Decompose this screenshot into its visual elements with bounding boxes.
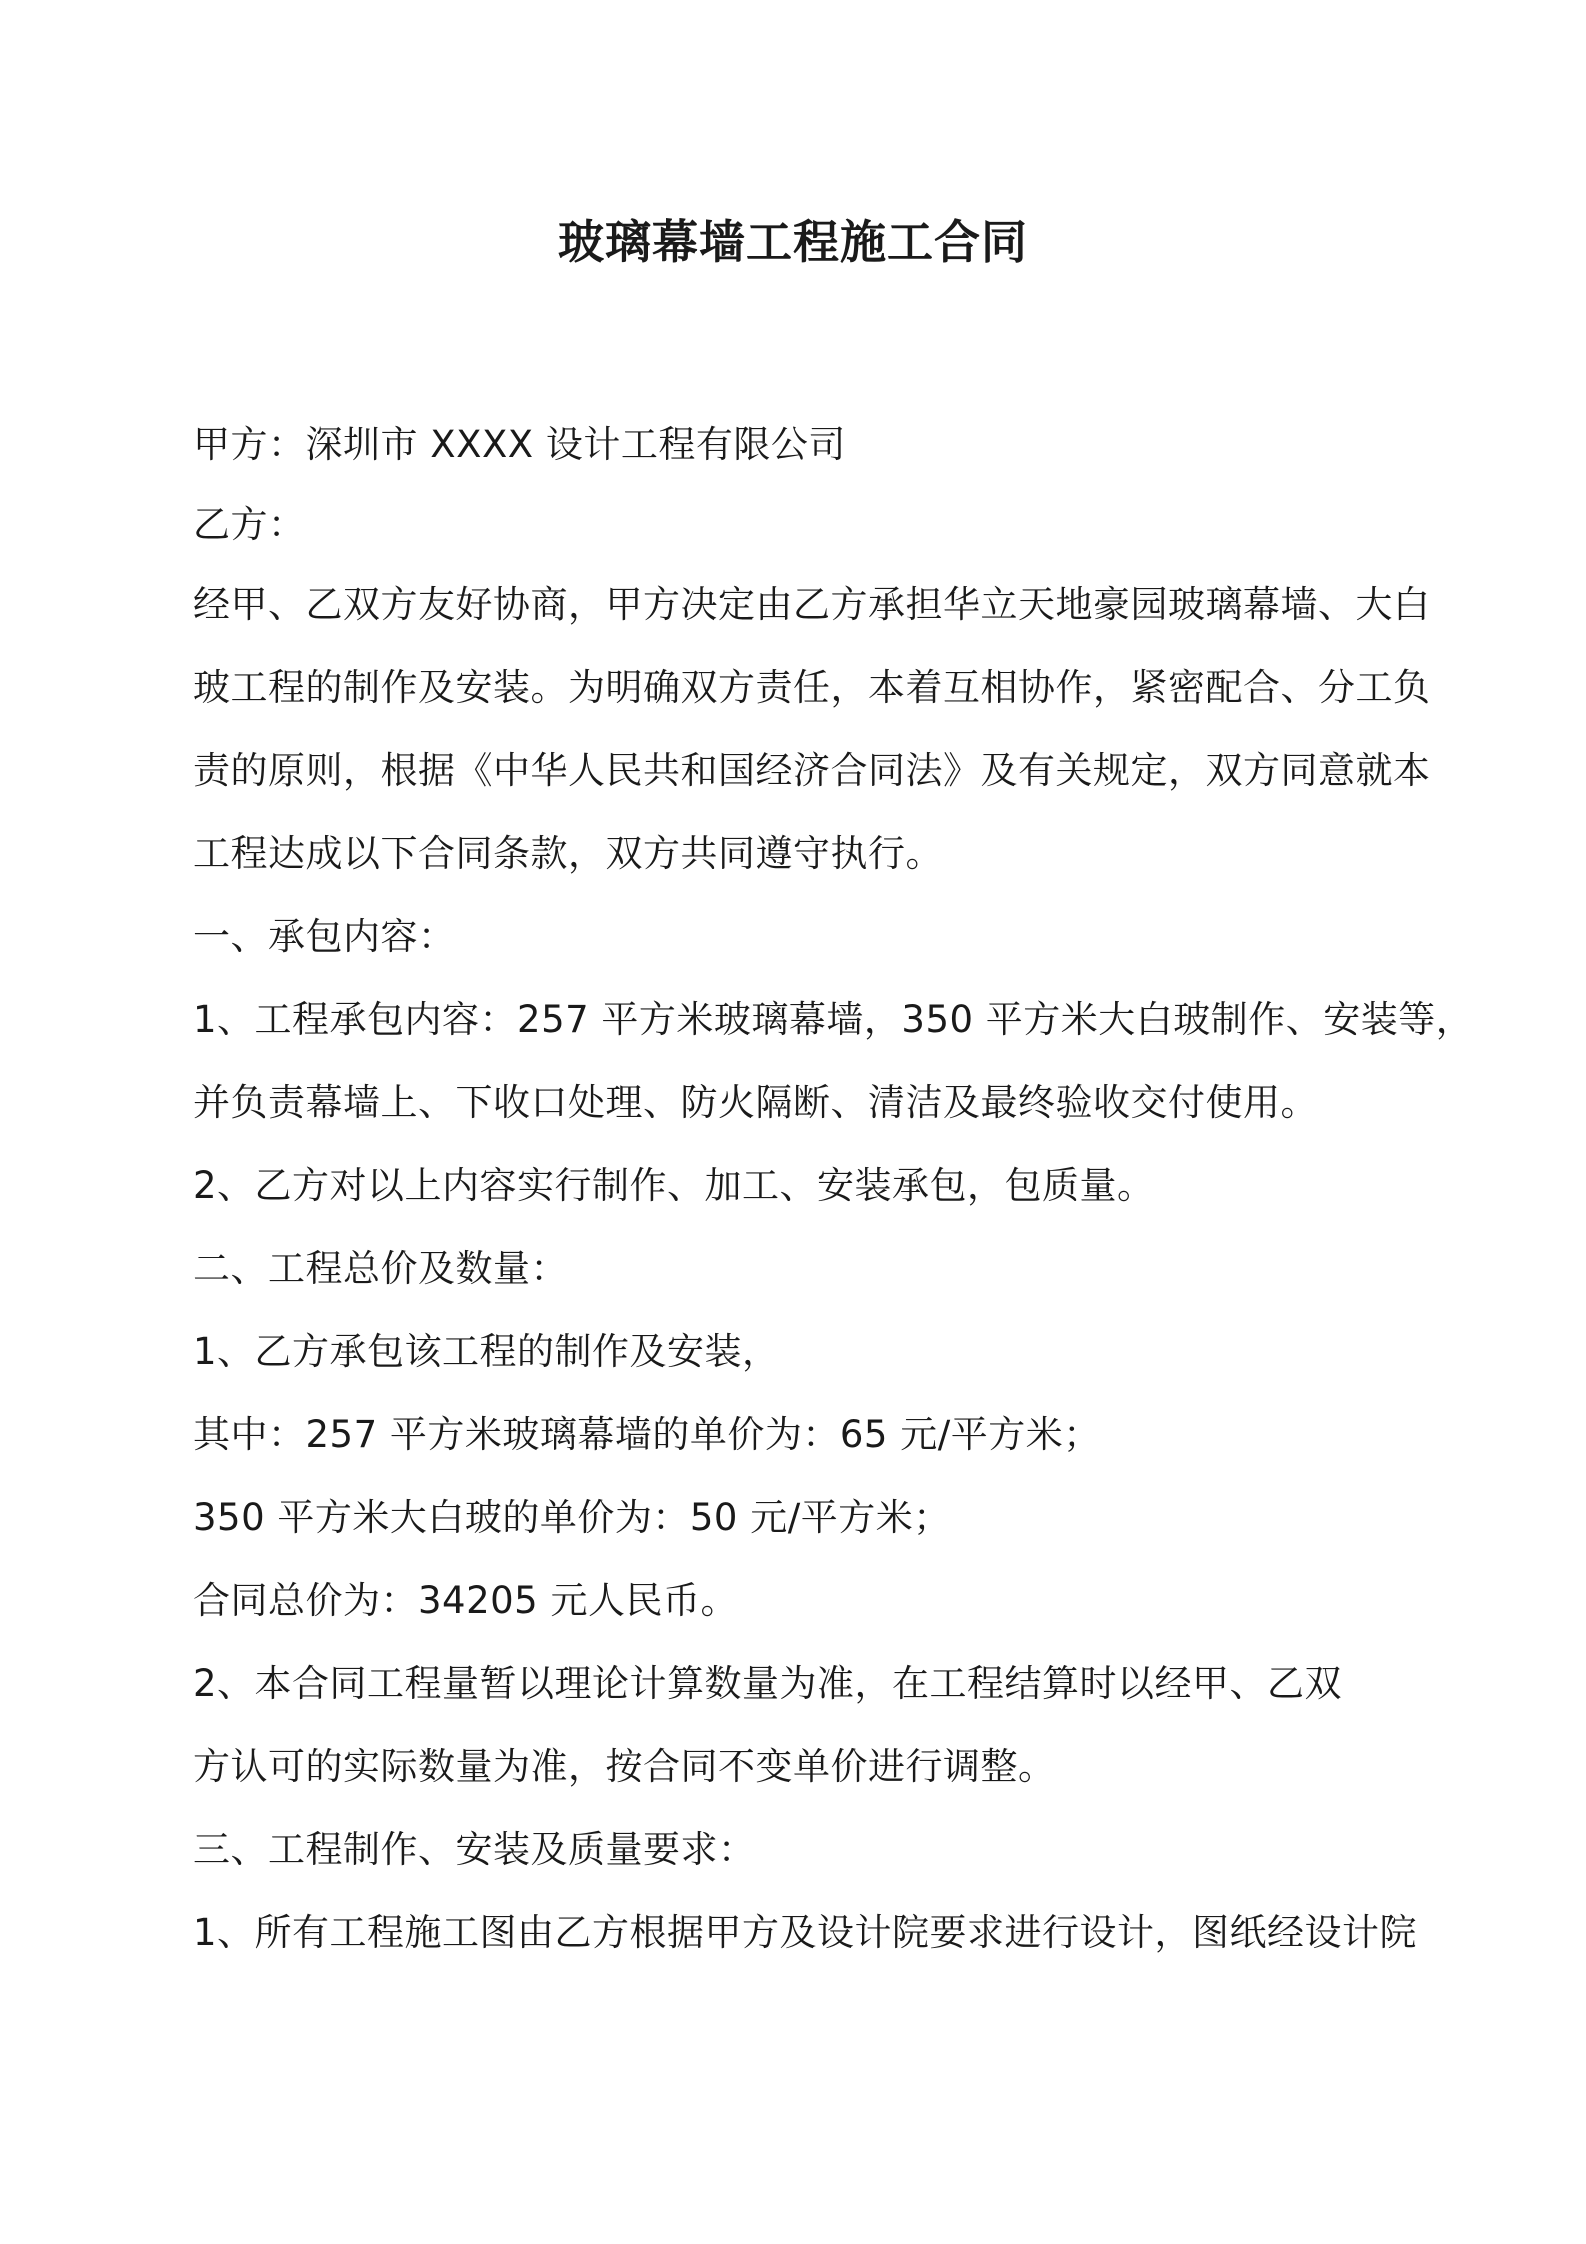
body-line: 责的原则，根据《中华人民共和国经济合同法》及有关规定，双方同意就本	[193, 749, 1431, 792]
body-line: 2、乙方对以上内容实行制作、加工、安装承包，包质量。	[193, 1164, 1155, 1207]
section-heading: 二、工程总价及数量：	[193, 1247, 568, 1290]
body-line: 1、乙方承包该工程的制作及安装，	[193, 1330, 780, 1373]
body-line: 并负责幕墙上、下收口处理、防火隔断、清洁及最终验收交付使用。	[193, 1081, 1318, 1124]
body-line: 工程达成以下合同条款，双方共同遵守执行。	[193, 832, 943, 875]
body-line: 方认可的实际数量为准，按合同不变单价进行调整。	[193, 1745, 1056, 1788]
body-line: 350 平方米大白玻的单价为：50 元/平方米；	[193, 1496, 951, 1539]
body-line: 合同总价为：34205 元人民币。	[193, 1579, 738, 1622]
document-title: 玻璃幕墙工程施工合同	[558, 215, 1028, 269]
section-heading: 一、承包内容：	[193, 915, 456, 958]
party-a-line: 甲方：深圳市 XXXX 设计工程有限公司	[193, 423, 846, 466]
body-line: 玻工程的制作及安装。为明确双方责任，本着互相协作，紧密配合、分工负	[193, 666, 1431, 709]
body-line: 1、工程承包内容：257 平方米玻璃幕墙，350 平方米大白玻制作、安装等，	[193, 998, 1474, 1041]
section-heading: 三、工程制作、安装及质量要求：	[193, 1828, 756, 1871]
party-b-line: 乙方：	[193, 503, 306, 546]
body-line: 2、本合同工程量暂以理论计算数量为准，在工程结算时以经甲、乙双	[193, 1662, 1343, 1705]
body-line: 1、所有工程施工图由乙方根据甲方及设计院要求进行设计，图纸经设计院	[193, 1911, 1418, 1954]
body-line: 经甲、乙双方友好协商，甲方决定由乙方承担华立天地豪园玻璃幕墙、大白	[193, 583, 1431, 626]
body-line: 其中：257 平方米玻璃幕墙的单价为：65 元/平方米；	[193, 1413, 1101, 1456]
